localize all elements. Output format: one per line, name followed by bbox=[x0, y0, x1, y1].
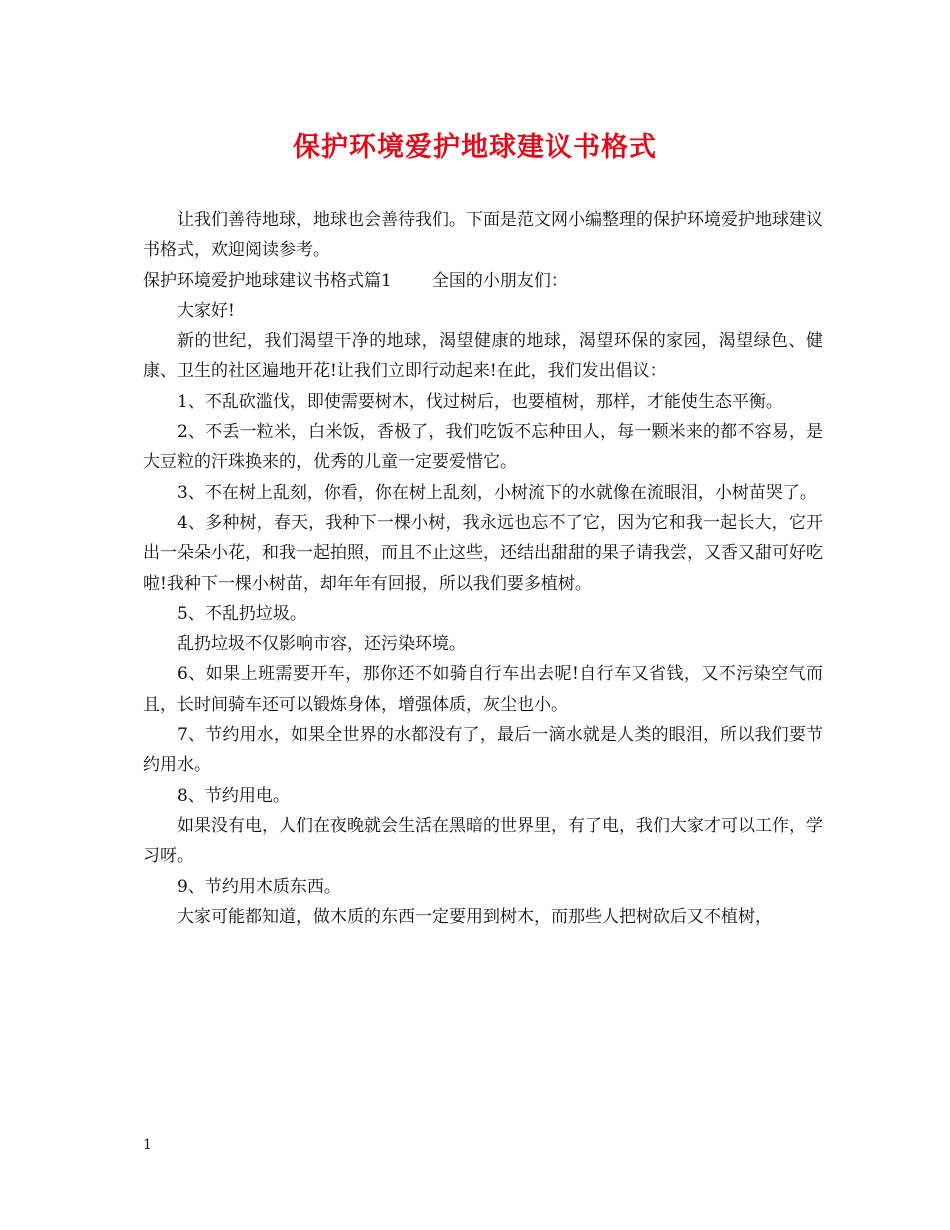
body-paragraph: 9、节约用木质东西。 bbox=[177, 876, 341, 897]
body-paragraph: 6、如果上班需要开车，那你还不如骑自行车出去呢!自行车又省钱，又不污染空气而且，长时间骑车还可以锻炼身体，增强体质，灰尘也小。 bbox=[143, 664, 823, 715]
salutation: 全国的小朋友们： bbox=[431, 270, 568, 291]
body-paragraph: 新的世纪，我们渴望干净的地球，渴望健康的地球，渴望环保的家园，渴望绿色、健康、卫生的社区遍地开花!让我们立即行动起来!在此，我们发出倡议： bbox=[143, 331, 823, 382]
body-paragraph: 8、节约用电。 bbox=[177, 785, 290, 806]
greeting: 大家好! bbox=[177, 300, 235, 321]
body-paragraph: 如果没有电，人们在夜晚就会生活在黑暗的世界里，有了电，我们大家才可以工作，学习呀。 bbox=[143, 815, 823, 867]
body-paragraph: 3、不在树上乱刻，你看，你在树上乱刻，小树流下的水就像在流眼泪，小树苗哭了。 bbox=[177, 482, 817, 503]
body-paragraph: 大家可能都知道，做木质的东西一定要用到树木，而那些人把树砍后又不植树， bbox=[177, 906, 772, 927]
body-paragraph: 4、多种树，春天，我种下一棵小树，我永远也忘不了它，因为它和我一起长大，它开出一朵朵小花，和我一起拍照，而且不止这些，还结出甜甜的果子请我尝，又香又甜可好吃啦!我种下一棵小树苗，却年年有回报，所以我们要多植树。 bbox=[143, 512, 823, 594]
body-paragraph: 1、不乱砍滥伐，即使需要树木，伐过树后，也要植树，那样，才能使生态平衡。 bbox=[177, 391, 783, 412]
document-title: 保护环境爱护地球建议书格式 bbox=[293, 132, 657, 163]
section-heading-line bbox=[143, 266, 823, 296]
page-number: 1 bbox=[143, 1137, 152, 1153]
body-paragraph: 乱扔垃圾不仅影响市容，还污染环境。 bbox=[177, 634, 466, 655]
body-paragraph: 5、不乱扔垃圾。 bbox=[177, 603, 307, 624]
document-body bbox=[143, 205, 823, 932]
section-heading: 保护环境爱护地球建议书格式篇1 bbox=[143, 270, 392, 291]
body-paragraph: 7、节约用水，如果全世界的水都没有了，最后一滴水就是人类的眼泪，所以我们要节约用水。 bbox=[143, 725, 823, 776]
body-paragraph: 2、不丢一粒米，白米饭，香极了，我们吃饭不忘种田人，每一颗米来的都不容易，是大豆粒的汗珠换来的，优秀的儿童一定要爱惜它。 bbox=[143, 422, 823, 473]
intro-paragraph: 让我们善待地球，地球也会善待我们。下面是范文网小编整理的保护环境爱护地球建议书格式，欢迎阅读参考。 bbox=[143, 210, 823, 261]
